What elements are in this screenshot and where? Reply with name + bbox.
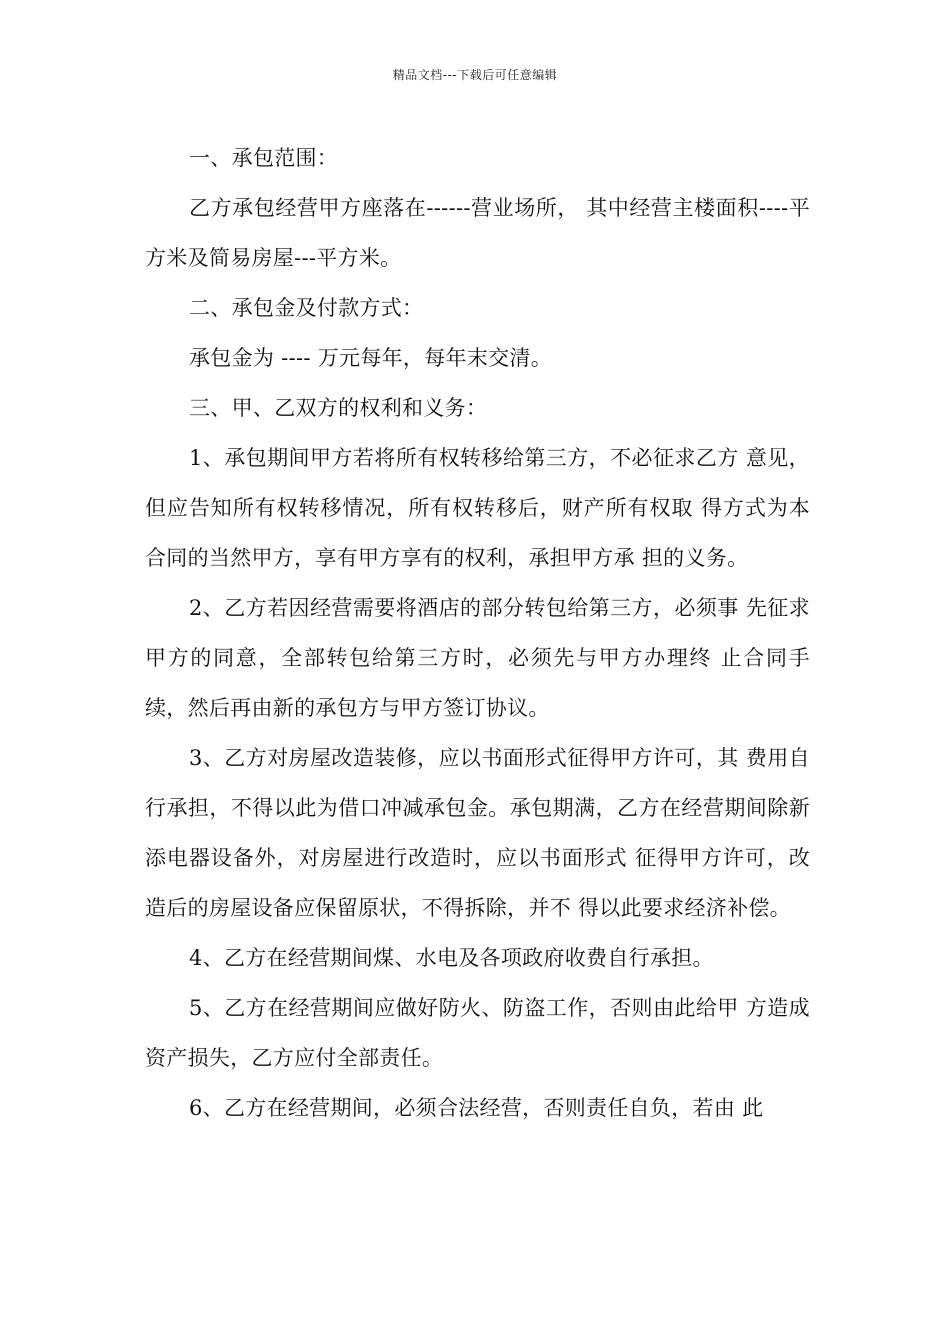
page-header: 精品文档---下载后可任意编辑	[392, 68, 558, 82]
section-heading-rights: 三、甲、乙双方的权利和义务：	[189, 396, 488, 420]
section-heading-scope: 一、承包范围：	[189, 146, 339, 170]
clause-4: 4、乙方在经营期间煤、水电及各项政府收费自行承担。	[189, 946, 714, 970]
clause-5: 5、乙方在经营期间应做好防火、防盗工作，否则由此给甲 方造成资产损失，乙方应付全部责任。	[145, 996, 810, 1070]
paragraph-scope-detail: 乙方承包经营甲方座落在------营业场所， 其中经营主楼面积----平方米及简易房屋---平方米。	[145, 196, 810, 270]
section-heading-payment: 二、承包金及付款方式：	[189, 296, 424, 320]
paragraph-payment-detail: 承包金为 ---- 万元每年，每年末交清。	[189, 346, 553, 370]
document-body	[145, 133, 810, 1133]
clause-6: 6、乙方在经营期间，必须合法经营，否则责任自负，若由 此	[189, 1096, 764, 1120]
clause-1: 1、承包期间甲方若将所有权转移给第三方，不必征求乙方 意见，但应告知所有权转移情况，所有权转移后，财产所有权取 得方式为本合同的当然甲方，享有甲方享有的权利，承担甲方承 担的义务。	[145, 446, 810, 570]
clause-3: 3、乙方对房屋改造装修，应以书面形式征得甲方许可，其 费用自行承担，不得以此为借口冲减承包金。承包期满，乙方在经营期间除新添电器设备外，对房屋进行改造时，应以书面形式 征得甲方许可，改造后的房屋设备应保留原状，不得拆除，并不 得以此要求经济补偿。	[145, 746, 810, 920]
clause-2: 2、乙方若因经营需要将酒店的部分转包给第三方，必须事 先征求甲方的同意，全部转包给第三方时，必须先与甲方办理终 止合同手续，然后再由新的承包方与甲方签订协议。	[145, 596, 810, 720]
